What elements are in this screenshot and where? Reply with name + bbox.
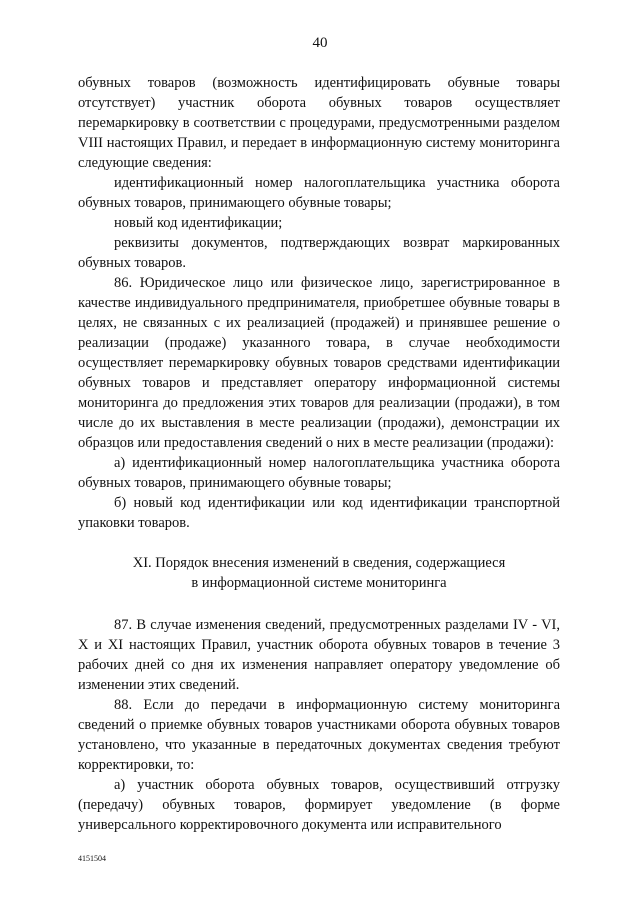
paragraph-87: 87. В случае изменения сведений, предусмотренных разделами IV - VI, X и XI настоящих Правил, участник оборота обувных товаров в течение 3 рабочих дней со дня их изменения направляет оператору уведомление об изменении этих сведений. [78,617,560,693]
paragraph-88-a: а) участник оборота обувных товаров, осуществивший отгрузку (передачу) обувных товаров, формирует уведомление (в форме универсального корректировочного документа или исправительного [78,777,560,833]
paragraph-return-documents: реквизиты документов, подтверждающих возврат маркированных обувных товаров. [78,235,560,271]
section-heading-line-2: в информационной системе мониторинга [191,575,447,591]
paragraph-86-a: а) идентификационный номер налогоплательщика участника оборота обувных товаров, принимающего обувные товары; [78,455,560,491]
paragraphs-after [78,615,560,835]
section-heading [78,553,560,593]
paragraph-continuation: обувных товаров (возможность идентифицировать обувные товары отсутствует) участник оборота обувных товаров осуществляет перемаркировку в соответствии с процедурами, предусмотренными разделом VIII настоящих Правил, и передает в информационную систему мониторинга следующие сведения: [78,75,560,171]
paragraph-88: 88. Если до передачи в информационную систему мониторинга сведений о приемке обувных товаров участниками оборота обувных товаров установлено, что указанные в передаточных документах сведения требуют корректировки, то: [78,697,560,773]
paragraph-86-b: б) новый код идентификации или код идентификации транспортной упаковки товаров. [78,495,560,531]
paragraph-inn: идентификационный номер налогоплательщика участника оборота обувных товаров, принимающего обувные товары; [78,175,560,211]
paragraph-new-code: новый код идентификации; [114,215,283,231]
paragraph-86: 86. Юридическое лицо или физическое лицо, зарегистрированное в качестве индивидуального предпринимателя, приобретшее обувные товары в целях, не связанных с их реализацией (продажей) и принявшее решение о реализации (продаже) указанного товара, в случае необходимости осуществляет перемаркировку обувных товаров средствами идентификации обувных товаров и представляет оператору информационной системы мониторинга до предложения этих товаров для реализации (продажи), в том числе до их выставления в месте реализации (продажи), демонстрации их образцов или предоставления сведений о них в месте реализации (продажи): [78,275,560,451]
section-heading-line-1: XI. Порядок внесения изменений в сведения, содержащиеся [132,555,506,571]
document-code: 4151504 [78,854,106,863]
page-number: 40 [312,35,328,51]
document-body [78,73,560,835]
paragraphs-before [78,73,560,533]
